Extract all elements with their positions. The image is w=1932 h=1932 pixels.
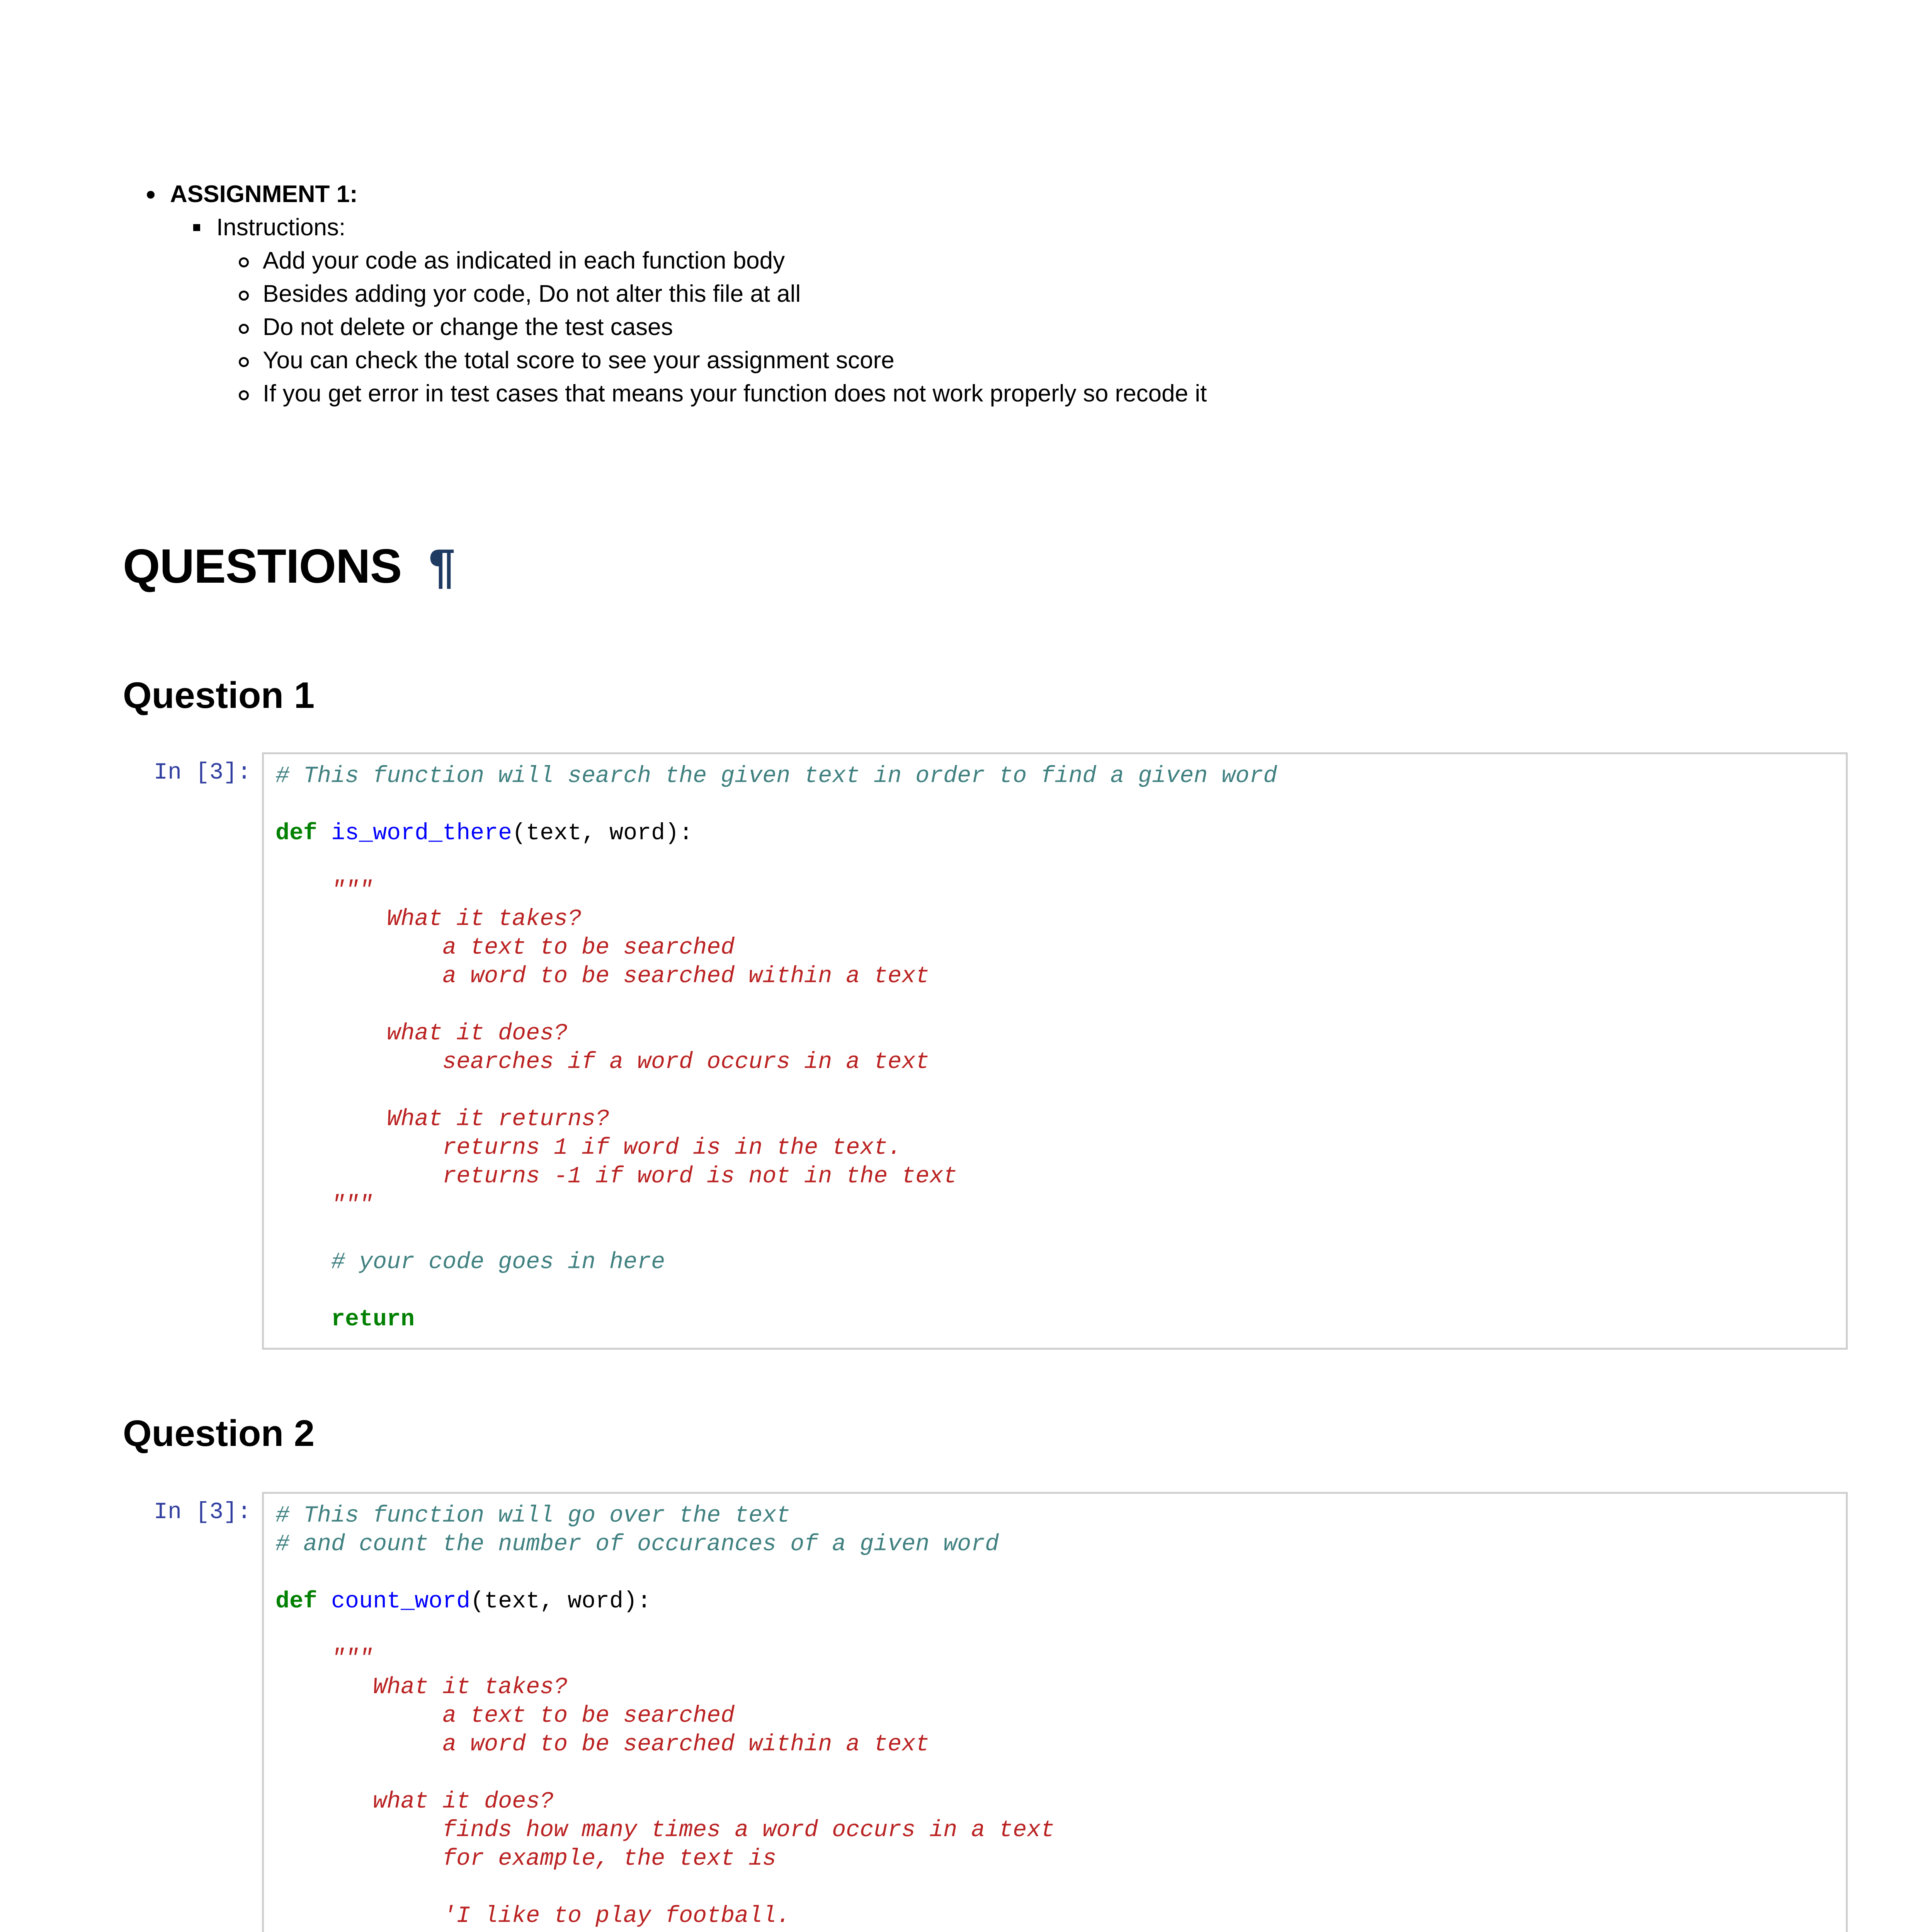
- instruction-text: Add your code as indicated in each function body: [263, 247, 785, 274]
- docstring-open: """: [276, 878, 373, 904]
- instruction-item: [139, 311, 1207, 344]
- code-comment: # This function will go over the text: [276, 1503, 791, 1529]
- function-params: (text, word):: [470, 1588, 651, 1615]
- bullet-square: [193, 224, 200, 231]
- bullet-circle: [239, 257, 249, 267]
- bullet-circle: [239, 324, 249, 334]
- docstring-line: searches if a word occurs in a text: [276, 1049, 930, 1075]
- docstring-line: what it does?: [276, 1020, 568, 1047]
- assignment-title-item: [139, 178, 1207, 211]
- docstring-line: [276, 1930, 1082, 1932]
- q1-code-cell[interactable]: [262, 752, 1848, 1350]
- docstring-line: [276, 1759, 1082, 1787]
- assignment-title: ASSIGNMENT 1:: [170, 181, 358, 207]
- function-name: is_word_there: [331, 820, 512, 847]
- docstring-close: """: [276, 1192, 373, 1218]
- docstring-line: returns 1 if word is in the text.: [276, 1135, 902, 1161]
- questions-heading-text: QUESTIONS: [123, 540, 402, 593]
- docstring-line: a word to be searched within a text: [276, 963, 930, 990]
- docstring-line: a text to be searched: [276, 935, 735, 961]
- assignment-instructions: [139, 178, 1207, 410]
- docstring-line: what it does?: [276, 1789, 554, 1815]
- bullet-circle: [239, 390, 249, 400]
- blank-line: [276, 1616, 1082, 1645]
- function-name: count_word: [331, 1588, 471, 1615]
- instruction-item: [139, 377, 1207, 410]
- docstring-line: [276, 1077, 1277, 1105]
- docstring-line: [276, 991, 1277, 1019]
- instruction-text: Do not delete or change the test cases: [263, 314, 673, 340]
- keyword-def: def: [276, 1588, 318, 1615]
- instructions-label-item: [139, 211, 1207, 244]
- q2-code-cell[interactable]: [262, 1492, 1848, 1932]
- code-comment: # your code goes in here: [276, 1249, 665, 1276]
- docstring-line: What it takes?: [276, 1674, 568, 1701]
- docstring-open: """: [276, 1646, 373, 1672]
- code-comment: # and count the number of occurances of a given word: [276, 1531, 999, 1558]
- docstring-line: finds how many times a word occurs in a text: [276, 1817, 1055, 1844]
- def-line: [276, 819, 1277, 848]
- instruction-text: You can check the total score to see your assignment score: [263, 347, 895, 374]
- q2-input-prompt: In [3]:: [154, 1499, 252, 1526]
- docstring-line: 'I like to play football.: [276, 1903, 791, 1929]
- bullet-circle: [239, 291, 249, 301]
- docstring-line: returns -1 if word is not in the text: [276, 1163, 957, 1190]
- docstring-line: a text to be searched: [276, 1703, 735, 1729]
- q2-code-editor[interactable]: [276, 1502, 1082, 1932]
- code-comment: # This function will search the given text in order to find a given word: [276, 763, 1277, 789]
- anchor-link-icon[interactable]: ¶: [429, 540, 455, 593]
- docstring-line: for example, the text is: [276, 1846, 777, 1872]
- blank-line: [276, 848, 1277, 876]
- bullet-circle: [239, 357, 249, 367]
- docstring-line: a word to be searched within a text: [276, 1731, 930, 1758]
- question-1-heading: Question 1: [123, 675, 315, 716]
- instruction-text: If you get error in test cases that means your function does not work properly so recode it: [263, 380, 1207, 407]
- q1-code-editor[interactable]: [276, 762, 1277, 1334]
- blank-line: [276, 791, 1277, 819]
- docstring-line: What it takes?: [276, 906, 582, 932]
- def-line: [276, 1587, 1082, 1616]
- docstring-line: What it returns?: [276, 1106, 610, 1133]
- question-2-heading: Question 2: [123, 1413, 315, 1454]
- bullet-disc: [147, 191, 155, 199]
- instruction-item: [139, 244, 1207, 277]
- q1-input-prompt: In [3]:: [154, 760, 252, 786]
- instruction-text: Besides adding yor code, Do not alter this file at all: [263, 281, 801, 307]
- instructions-label: Instructions:: [216, 214, 346, 241]
- questions-heading: [123, 539, 455, 594]
- blank-line: [276, 1559, 1082, 1587]
- function-params: (text, word):: [512, 820, 693, 847]
- blank-line: [276, 1219, 1277, 1248]
- docstring-line: [276, 1873, 1082, 1902]
- return-statement: return: [276, 1306, 415, 1333]
- instruction-item: [139, 277, 1207, 311]
- keyword-def: def: [276, 820, 318, 847]
- blank-line: [276, 1277, 1277, 1305]
- instruction-item: [139, 344, 1207, 377]
